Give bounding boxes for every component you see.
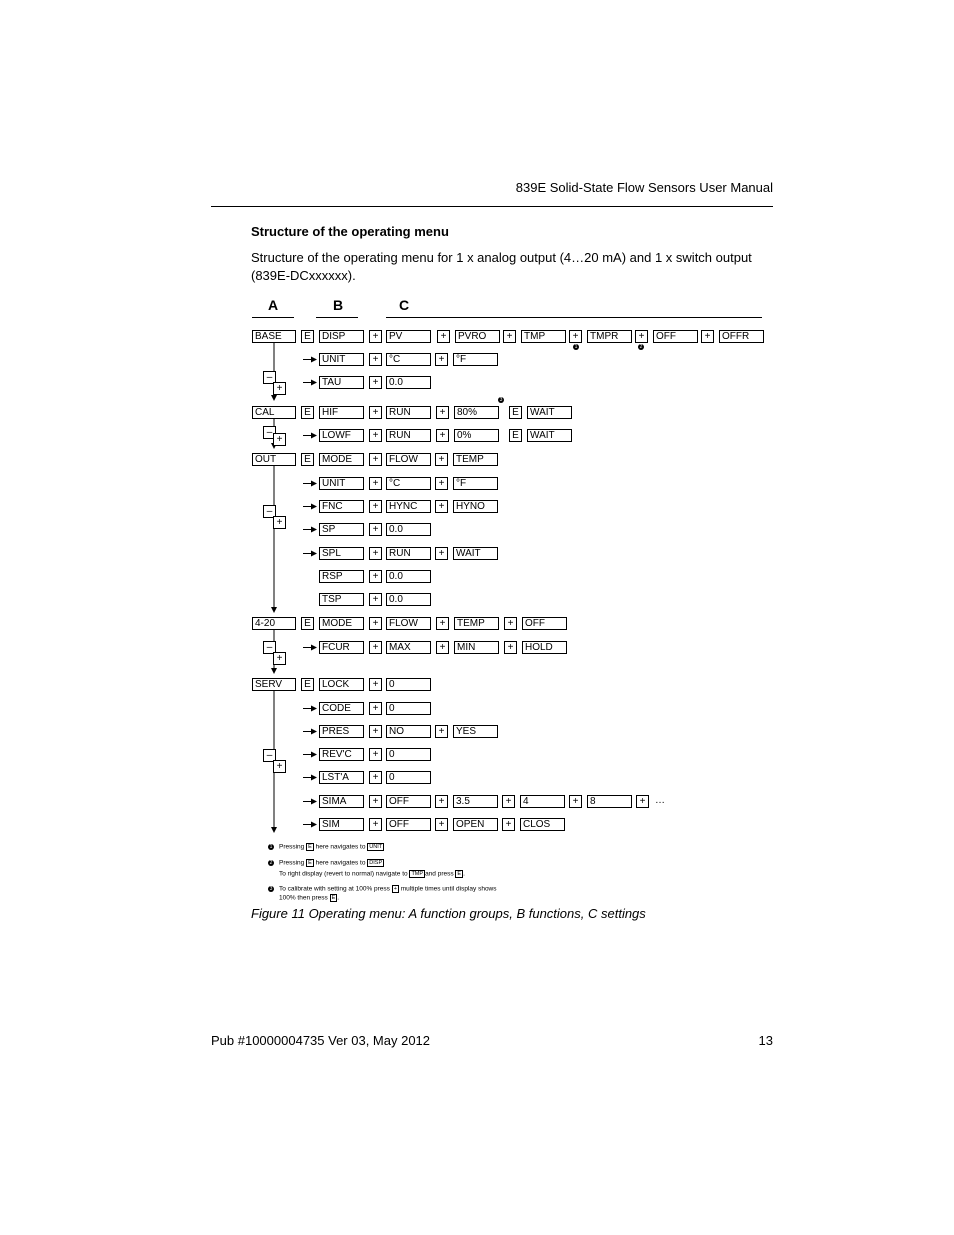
minus-key-base: – bbox=[263, 371, 276, 384]
plus-key-out: + bbox=[273, 516, 286, 529]
mini-key-e: E bbox=[457, 871, 462, 877]
plus-key: + bbox=[369, 406, 382, 419]
setting-value: 0.0 bbox=[386, 376, 431, 389]
setting-value: HYNO bbox=[453, 500, 498, 513]
function-tsp: TSP bbox=[319, 593, 364, 606]
plus-key: + bbox=[369, 641, 382, 654]
setting-value: RUN bbox=[386, 406, 431, 419]
setting-value: TMPR bbox=[587, 330, 632, 343]
footnote-2-marker: 2 bbox=[269, 860, 273, 866]
setting-value: TMP bbox=[521, 330, 566, 343]
plus-key: + bbox=[569, 330, 582, 343]
function-disp: DISP bbox=[319, 330, 364, 343]
plus-key: + bbox=[436, 429, 449, 442]
sima-ellipsis: … bbox=[655, 795, 665, 806]
section-intro: Structure of the operating menu for 1 x analog output (4…20 mA) and 1 x switch output (839E-DCxxxxxx). bbox=[251, 250, 752, 283]
plus-key: + bbox=[504, 641, 517, 654]
setting-value: 0.0 bbox=[386, 593, 431, 606]
plus-key: + bbox=[369, 771, 382, 784]
plus-key: + bbox=[436, 641, 449, 654]
setting-value: CLOS bbox=[520, 818, 565, 831]
section-title: Structure of the operating menu bbox=[251, 224, 449, 239]
setting-value: 0.0 bbox=[386, 570, 431, 583]
setting-value: YES bbox=[453, 725, 498, 738]
plus-key: + bbox=[369, 678, 382, 691]
plus-key: + bbox=[369, 523, 382, 536]
function-sima: SIMA bbox=[319, 795, 364, 808]
setting-value: NO bbox=[386, 725, 431, 738]
e-key: E bbox=[301, 453, 314, 466]
plus-key: + bbox=[635, 330, 648, 343]
setting-value: WAIT bbox=[527, 406, 572, 419]
mini-key-e: E bbox=[308, 844, 312, 850]
plus-key-serv: + bbox=[273, 760, 286, 773]
function-mode: MODE bbox=[319, 617, 364, 630]
setting-value: °C bbox=[386, 477, 431, 490]
function-tau: TAU bbox=[319, 376, 364, 389]
plus-key: + bbox=[437, 330, 450, 343]
function-sim: SIM bbox=[319, 818, 364, 831]
plus-key: + bbox=[369, 702, 382, 715]
plus-key: + bbox=[369, 453, 382, 466]
setting-value: 0 bbox=[386, 748, 431, 761]
function-group-cal: CAL bbox=[252, 406, 296, 419]
plus-key: + bbox=[369, 500, 382, 513]
plus-key: + bbox=[435, 795, 448, 808]
function-hif: HIF bbox=[319, 406, 364, 419]
setting-value: PV bbox=[386, 330, 431, 343]
mini-unit: UNIT bbox=[369, 844, 383, 850]
minus-key-cal: – bbox=[263, 426, 276, 439]
e-key: E bbox=[509, 406, 522, 419]
plus-key: + bbox=[369, 570, 382, 583]
e-key: E bbox=[301, 617, 314, 630]
setting-value: OPEN bbox=[453, 818, 498, 831]
setting-value: 80% bbox=[454, 406, 499, 419]
plus-key: + bbox=[369, 795, 382, 808]
setting-value: MIN bbox=[454, 641, 499, 654]
setting-value: OFF bbox=[386, 795, 431, 808]
plus-key: + bbox=[369, 617, 382, 630]
setting-value: WAIT bbox=[527, 429, 572, 442]
plus-key: + bbox=[435, 477, 448, 490]
e-key: E bbox=[509, 429, 522, 442]
setting-value: OFF bbox=[522, 617, 567, 630]
plus-key: + bbox=[369, 376, 382, 389]
setting-value: MAX bbox=[386, 641, 431, 654]
setting-value: 0 bbox=[386, 678, 431, 691]
column-a-heading: A bbox=[268, 297, 279, 313]
setting-value: HOLD bbox=[522, 641, 567, 654]
function-fnc: FNC bbox=[319, 500, 364, 513]
function-unit: UNIT bbox=[319, 477, 364, 490]
manual-title: 839E Solid-State Flow Sensors User Manual bbox=[515, 180, 773, 195]
plus-key: + bbox=[502, 795, 515, 808]
plus-key: + bbox=[503, 330, 516, 343]
setting-value: FLOW bbox=[386, 617, 431, 630]
plus-key: + bbox=[435, 547, 448, 560]
plus-key: + bbox=[369, 353, 382, 366]
mini-key-e: E bbox=[331, 895, 336, 901]
plus-key: + bbox=[701, 330, 714, 343]
e-key: E bbox=[301, 330, 314, 343]
setting-value: °C bbox=[386, 353, 431, 366]
column-b-heading: B bbox=[333, 297, 344, 313]
setting-value: °F bbox=[453, 477, 498, 490]
function-group-out: OUT bbox=[252, 453, 296, 466]
function-sp: SP bbox=[319, 523, 364, 536]
footnote-1-marker: 1 bbox=[269, 844, 273, 850]
setting-value: RUN bbox=[386, 429, 431, 442]
plus-key: + bbox=[369, 330, 382, 343]
footnote-2: Pressing E here navigates to DISP bbox=[279, 859, 383, 867]
function-lock: LOCK bbox=[319, 678, 364, 691]
minus-key-out: – bbox=[263, 505, 276, 518]
publication-number: Pub #10000004735 Ver 03, May 2012 bbox=[211, 1033, 431, 1048]
function-unit: UNIT bbox=[319, 353, 364, 366]
setting-value: 4 bbox=[520, 795, 565, 808]
setting-value: OFF bbox=[653, 330, 698, 343]
setting-value: WAIT bbox=[453, 547, 498, 560]
note-marker-1: 1 bbox=[574, 344, 578, 350]
plus-key: + bbox=[369, 547, 382, 560]
footnote-1: Pressing E here navigates to UNIT bbox=[279, 843, 383, 851]
plus-key: + bbox=[369, 477, 382, 490]
function-lowf: LOWF bbox=[319, 429, 364, 442]
plus-key-420: + bbox=[273, 652, 286, 665]
plus-key: + bbox=[436, 406, 449, 419]
mini-tmp: TMP bbox=[411, 871, 424, 877]
setting-value: 0 bbox=[386, 771, 431, 784]
column-c-heading: C bbox=[399, 297, 410, 313]
setting-value: TEMP bbox=[453, 453, 498, 466]
plus-key: + bbox=[435, 453, 448, 466]
minus-key-420: – bbox=[263, 641, 276, 654]
plus-key: + bbox=[369, 725, 382, 738]
footnote-3-marker: 3 bbox=[269, 886, 273, 892]
mini-key-plus: + bbox=[393, 886, 397, 892]
setting-value: PVRO bbox=[455, 330, 500, 343]
plus-key: + bbox=[369, 593, 382, 606]
setting-value: °F bbox=[453, 353, 498, 366]
setting-value: 8 bbox=[587, 795, 632, 808]
plus-key: + bbox=[502, 818, 515, 831]
note-marker-3: 3 bbox=[499, 397, 503, 403]
footnote-2-continued: To right display (revert to normal) navigate to TMP and press E . bbox=[279, 870, 465, 878]
function-group-420: 4-20 bbox=[252, 617, 296, 630]
setting-value: HYNC bbox=[386, 500, 431, 513]
function-revc: REV'C bbox=[319, 748, 364, 761]
footnote-3: To calibrate with setting at 100% press + multiple times until display shows bbox=[279, 885, 497, 893]
function-group-serv: SERV bbox=[252, 678, 296, 691]
setting-value: 0.0 bbox=[386, 523, 431, 536]
setting-value: RUN bbox=[386, 547, 431, 560]
page-number: 13 bbox=[758, 1033, 773, 1048]
function-mode: MODE bbox=[319, 453, 364, 466]
mini-key-e: E bbox=[308, 860, 312, 866]
plus-key: + bbox=[369, 748, 382, 761]
setting-value: 0% bbox=[454, 429, 499, 442]
setting-value: OFF bbox=[386, 818, 431, 831]
setting-value: TEMP bbox=[454, 617, 499, 630]
plus-key-cal: + bbox=[273, 433, 286, 446]
footnote-3-continued: 100% then press E . bbox=[279, 894, 340, 902]
plus-key: + bbox=[435, 725, 448, 738]
function-code: CODE bbox=[319, 702, 364, 715]
minus-key-serv: – bbox=[263, 749, 276, 762]
function-pres: PRES bbox=[319, 725, 364, 738]
function-spl: SPL bbox=[319, 547, 364, 560]
note-marker-2: 2 bbox=[639, 344, 643, 350]
plus-key: + bbox=[436, 617, 449, 630]
function-rsp: RSP bbox=[319, 570, 364, 583]
e-key: E bbox=[301, 406, 314, 419]
plus-key: + bbox=[435, 500, 448, 513]
function-group-base: BASE bbox=[252, 330, 296, 343]
mini-disp: DISP bbox=[369, 860, 383, 866]
figure-caption: Figure 11 Operating menu: A function groups, B functions, C settings bbox=[251, 906, 646, 921]
plus-key: + bbox=[636, 795, 649, 808]
setting-value: 0 bbox=[386, 702, 431, 715]
plus-key: + bbox=[435, 818, 448, 831]
setting-value: OFFR bbox=[719, 330, 764, 343]
plus-key: + bbox=[369, 429, 382, 442]
plus-key: + bbox=[569, 795, 582, 808]
plus-key: + bbox=[435, 353, 448, 366]
plus-key: + bbox=[369, 818, 382, 831]
plus-key-base: + bbox=[273, 382, 286, 395]
e-key: E bbox=[301, 678, 314, 691]
function-fcur: FCUR bbox=[319, 641, 364, 654]
setting-value: FLOW bbox=[386, 453, 431, 466]
function-lsta: LST'A bbox=[319, 771, 364, 784]
plus-key: + bbox=[504, 617, 517, 630]
setting-value: 3.5 bbox=[453, 795, 498, 808]
